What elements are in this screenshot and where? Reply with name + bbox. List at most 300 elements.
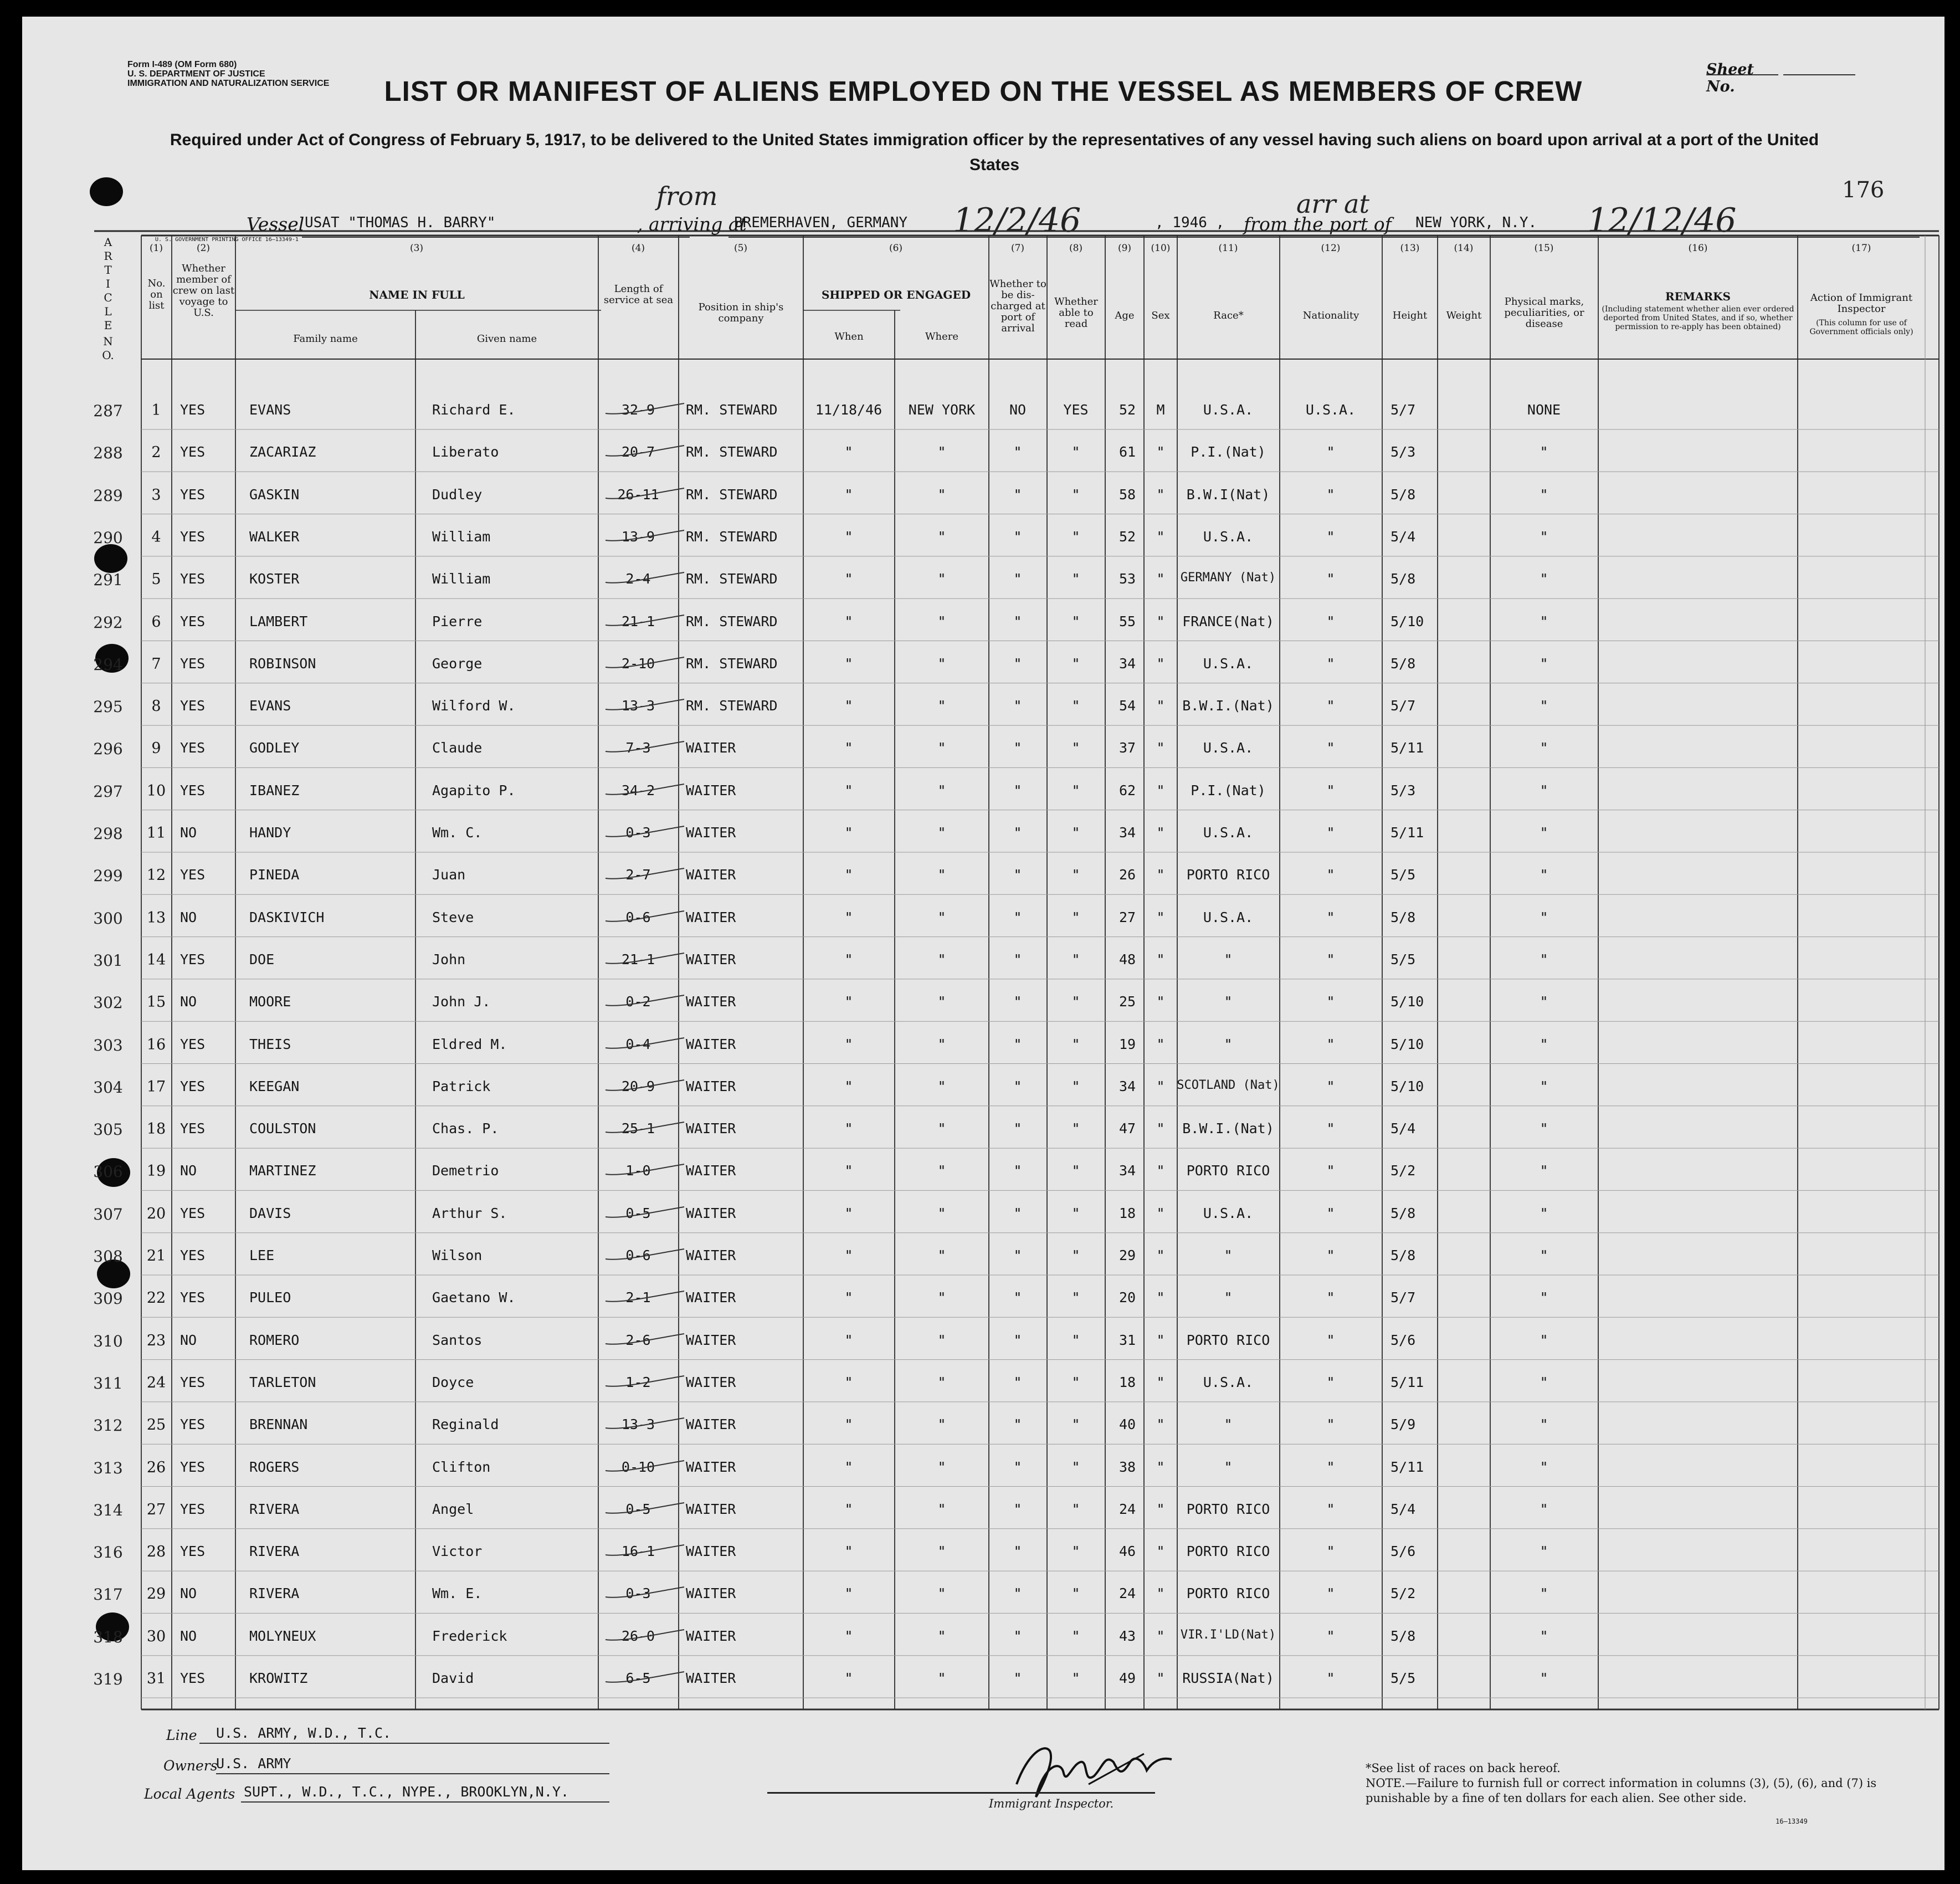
cell-given: Wm. E. [432, 1585, 483, 1602]
cell-family: DASKIVICH [249, 909, 325, 925]
column-number: (9) [1117, 243, 1132, 254]
cell-no: 18 [146, 1120, 166, 1138]
cell-no: 3 [151, 486, 161, 504]
cell-discharged: " [1013, 782, 1022, 798]
cell-height: 5/8 [1391, 655, 1416, 672]
cell-when: " [844, 909, 853, 925]
cell-no: 15 [146, 994, 166, 1011]
cell-marks: " [1540, 1501, 1548, 1517]
article-number: 311 [93, 1374, 123, 1392]
cell-when: " [844, 528, 853, 545]
cell-when: " [844, 698, 853, 714]
cell-nationality: " [1326, 571, 1335, 587]
cell-family: RIVERA [249, 1501, 300, 1517]
check-mark-icon [601, 1371, 690, 1399]
cell-race: B.W.I(Nat) [1186, 486, 1270, 503]
cell-age: 52 [1119, 528, 1136, 545]
cell-read: " [1071, 951, 1080, 967]
cell-when: " [844, 444, 853, 460]
cell-sex: " [1156, 444, 1165, 460]
cell-marks: " [1540, 444, 1548, 460]
cell-where: " [937, 1289, 946, 1306]
cell-read: " [1071, 1670, 1080, 1686]
cell-read: " [1071, 1585, 1080, 1602]
owners-value: U.S. ARMY [216, 1755, 291, 1772]
cell-read: " [1071, 1205, 1080, 1221]
cell-sex: " [1156, 1543, 1165, 1560]
cell-no: 1 [151, 402, 161, 419]
cell-given: Chas. P. [432, 1120, 499, 1137]
cell-length: 32-9 [621, 402, 655, 418]
cell-height: 5/7 [1391, 1289, 1416, 1306]
cell-read: " [1071, 1458, 1080, 1475]
cell-family: EVANS [249, 698, 291, 714]
cell-nationality: " [1326, 1458, 1335, 1475]
cell-position: WAITER [686, 951, 736, 967]
cell-member: YES [180, 1458, 206, 1475]
cell-length: 20-9 [621, 1078, 655, 1094]
cell-height: 5/2 [1391, 1163, 1416, 1179]
cell-given: Claude [432, 740, 483, 756]
cell-marks: " [1540, 698, 1548, 714]
article-number: 302 [93, 994, 123, 1012]
printer-code: 16—13349 [1776, 1818, 1808, 1825]
cell-where: NEW YORK [908, 402, 976, 418]
cell-no: 29 [146, 1585, 166, 1603]
cell-member: NO [180, 1332, 197, 1348]
cell-discharged: " [1013, 1670, 1022, 1686]
cell-read: " [1071, 867, 1080, 883]
cell-nationality: " [1326, 486, 1335, 503]
cell-discharged: " [1013, 1543, 1022, 1560]
cell-given: Eldred M. [432, 1036, 507, 1052]
cell-nationality: " [1326, 1036, 1335, 1052]
cell-family: EVANS [249, 402, 291, 418]
cell-marks: " [1540, 1416, 1548, 1433]
cell-height: 5/10 [1391, 1036, 1424, 1052]
cell-family: COULSTON [249, 1120, 316, 1137]
cell-length: 0-5 [625, 1205, 651, 1221]
cell-where: " [937, 1543, 946, 1560]
cell-given: Wilford W. [432, 698, 516, 714]
cell-length: 0-6 [625, 909, 651, 925]
cell-family: GODLEY [249, 740, 300, 756]
cell-member: YES [180, 1036, 206, 1052]
cell-sex: " [1156, 1332, 1165, 1348]
cell-member: YES [180, 528, 206, 545]
cell-when: " [844, 1078, 853, 1094]
cell-where: " [937, 825, 946, 841]
cell-height: 5/11 [1391, 1374, 1424, 1390]
cell-marks: " [1540, 1627, 1548, 1644]
cell-given: Demetrio [432, 1163, 499, 1179]
cell-member: YES [180, 1670, 206, 1686]
year-field: , 1946 , [1155, 214, 1225, 231]
cell-nationality: " [1326, 825, 1335, 841]
cell-height: 5/10 [1391, 994, 1424, 1010]
cell-race: PORTO RICO [1186, 1501, 1270, 1517]
handwritten-departure-date: 12/2/46 [953, 201, 1081, 240]
cell-family: IBANEZ [249, 782, 300, 798]
cell-race: PORTO RICO [1186, 1543, 1270, 1560]
cell-when: " [844, 1120, 853, 1137]
cell-length: 0-6 [625, 1247, 651, 1263]
col-physical-marks-header: Physical marks, peculiarities, or disease [1504, 296, 1584, 330]
cell-given: George [432, 655, 483, 672]
cell-sex: " [1156, 1585, 1165, 1602]
cell-marks: " [1540, 528, 1548, 545]
cell-family: GASKIN [249, 486, 300, 503]
column-number: (10) [1151, 243, 1171, 254]
cell-no: 7 [151, 655, 161, 673]
manifest-sheet [22, 17, 1944, 1870]
column-number: (11) [1218, 243, 1238, 254]
check-mark-icon [601, 1245, 690, 1272]
col-action-header: Action of Immigrant Inspector [1810, 292, 1913, 315]
cell-height: 5/10 [1391, 1078, 1424, 1094]
cell-nationality: " [1326, 613, 1335, 629]
cell-sex: " [1156, 1036, 1165, 1052]
cell-nationality: " [1326, 1163, 1335, 1179]
cell-member: YES [180, 782, 206, 798]
cell-height: 5/6 [1391, 1332, 1416, 1348]
check-mark-icon [601, 991, 690, 1018]
cell-race: " [1224, 1036, 1233, 1052]
cell-read: " [1071, 1627, 1080, 1644]
cell-race: " [1224, 951, 1233, 967]
cell-member: YES [180, 1289, 206, 1306]
cell-discharged: " [1013, 1163, 1022, 1179]
cell-height: 5/4 [1391, 528, 1416, 545]
cell-position: WAITER [686, 740, 736, 756]
document-subtitle: Required under Act of Congress of February 5, 1917, to be delivered to the United States immigration officer by the representatives of any vessel having such aliens on board upon arrival at a port of the United States [170, 131, 1819, 174]
cell-position: WAITER [686, 1120, 736, 1137]
cell-length: 25-1 [621, 1120, 655, 1137]
cell-nationality: U.S.A. [1305, 402, 1356, 418]
cell-no: 25 [146, 1416, 166, 1434]
cell-height: 5/7 [1391, 698, 1416, 714]
article-number: 308 [93, 1247, 123, 1266]
cell-height: 5/11 [1391, 740, 1424, 756]
cell-discharged: " [1013, 1332, 1022, 1348]
cell-height: 5/5 [1391, 1670, 1416, 1686]
agents-value: SUPT., W.D., T.C., NYPE., BROOKLYN,N.Y. [244, 1784, 569, 1800]
cell-discharged: " [1013, 1247, 1022, 1263]
cell-position: WAITER [686, 1078, 736, 1094]
cell-where: " [937, 1120, 946, 1137]
cell-height: 5/7 [1391, 402, 1416, 418]
cell-nationality: " [1326, 909, 1335, 925]
cell-length: 2-10 [621, 655, 655, 672]
cell-given: Santos [432, 1332, 483, 1348]
cell-discharged: " [1013, 909, 1022, 925]
cell-sex: " [1156, 1205, 1165, 1221]
cell-given: Clifton [432, 1458, 491, 1475]
cell-family: THEIS [249, 1036, 291, 1052]
cell-family: ROBINSON [249, 655, 316, 672]
cell-given: Gaetano W. [432, 1289, 516, 1306]
col-when-header: When [834, 331, 864, 342]
column-number: (16) [1688, 243, 1708, 254]
cell-where: " [937, 613, 946, 629]
cell-where: " [937, 951, 946, 967]
col-remarks-header: REMARKS [1665, 290, 1731, 303]
article-number: 306 [93, 1163, 123, 1181]
check-mark-icon [601, 737, 690, 765]
cell-position: WAITER [686, 994, 736, 1010]
cell-no: 10 [146, 782, 166, 800]
cell-age: 18 [1119, 1374, 1136, 1390]
cell-discharged: " [1013, 825, 1022, 841]
check-mark-icon [601, 1625, 690, 1653]
col-remarks-subheader: (Including statement whether alien ever ordered deported from United States, and if so, whether permission to re-apply has been obtained) [1602, 305, 1794, 331]
cell-where: " [937, 1205, 946, 1221]
article-number: 290 [93, 528, 123, 547]
cell-discharged: " [1013, 1627, 1022, 1644]
article-number: 310 [93, 1332, 123, 1350]
cell-length: 26-0 [621, 1627, 655, 1644]
cell-marks: " [1540, 1120, 1548, 1137]
article-number: 307 [93, 1205, 123, 1223]
cell-position: RM. STEWARD [686, 486, 778, 503]
cell-sex: M [1156, 402, 1165, 418]
col-discharged-header: Whether to be dis-charged at port of arrival [989, 278, 1046, 334]
cell-discharged: " [1013, 1289, 1022, 1306]
check-mark-icon [601, 1498, 690, 1526]
cell-family: ROMERO [249, 1332, 300, 1348]
article-number: 294 [93, 655, 123, 674]
cell-given: Dudley [432, 486, 483, 503]
cell-sex: " [1156, 1374, 1165, 1390]
cell-sex: " [1156, 613, 1165, 629]
cell-where: " [937, 655, 946, 672]
cell-height: 5/6 [1391, 1543, 1416, 1560]
cell-race: RUSSIA(Nat) [1182, 1670, 1274, 1686]
cell-age: 24 [1119, 1501, 1136, 1517]
cell-read: " [1071, 444, 1080, 460]
cell-sex: " [1156, 1163, 1165, 1179]
cell-height: 5/2 [1391, 1585, 1416, 1602]
article-number: 303 [93, 1036, 123, 1054]
from-port-label: from the port of [1244, 213, 1392, 235]
cell-where: " [937, 486, 946, 503]
cell-height: 5/8 [1391, 1247, 1416, 1263]
cell-family: ROGERS [249, 1458, 300, 1475]
sheet-number-field: Sheet No. [1706, 58, 1855, 75]
cell-member: YES [180, 571, 206, 587]
check-mark-icon [601, 949, 690, 976]
cell-family: MOLYNEUX [249, 1627, 316, 1644]
cell-member: YES [180, 740, 206, 756]
col-given-name-header: Given name [476, 333, 537, 345]
article-number: 314 [93, 1501, 123, 1519]
cell-family: MOORE [249, 994, 291, 1010]
cell-marks: " [1540, 1543, 1548, 1560]
cell-read: " [1071, 1374, 1080, 1390]
cell-discharged: " [1013, 740, 1022, 756]
cell-sex: " [1156, 825, 1165, 841]
cell-when: " [844, 1163, 853, 1179]
cell-given: William [432, 571, 491, 587]
cell-where: " [937, 1627, 946, 1644]
cell-age: 54 [1119, 698, 1136, 714]
cell-marks: " [1540, 1289, 1548, 1306]
cell-no: 19 [146, 1163, 166, 1180]
cell-marks: " [1540, 1332, 1548, 1348]
cell-race: " [1224, 994, 1233, 1010]
cell-age: 52 [1119, 402, 1136, 418]
check-mark-icon [601, 1033, 690, 1061]
cell-age: 27 [1119, 909, 1136, 925]
cell-race: PORTO RICO [1186, 1585, 1270, 1602]
col-height-header: Height [1392, 310, 1428, 321]
cell-race: SCOTLAND (Nat) [1177, 1078, 1280, 1092]
cell-height: 5/5 [1391, 951, 1416, 967]
footer-owners: Line U.S. ARMY, W.D., T.C. Owners U.S. ARMY Local Agents SUPT., W.D., T.C., NYPE., BROOKLYN,N.Y. [144, 1721, 643, 1831]
cell-given: Victor [432, 1543, 483, 1560]
cell-nationality: " [1326, 1332, 1335, 1348]
cell-position: WAITER [686, 1585, 736, 1602]
cell-height: 5/4 [1391, 1120, 1416, 1137]
cell-marks: " [1540, 825, 1548, 841]
check-mark-icon [601, 1540, 690, 1568]
cell-length: 16-1 [621, 1543, 655, 1560]
check-mark-icon [601, 1329, 690, 1357]
cell-no: 21 [146, 1247, 166, 1264]
cell-age: 20 [1119, 1289, 1136, 1306]
column-number: (3) [409, 243, 424, 254]
cell-race: U.S.A. [1203, 825, 1254, 841]
cell-nationality: " [1326, 444, 1335, 460]
cell-race: " [1224, 1416, 1233, 1433]
cell-family: KOSTER [249, 571, 300, 587]
cell-read: YES [1063, 402, 1089, 418]
cell-read: " [1071, 571, 1080, 587]
cell-age: 49 [1119, 1670, 1136, 1686]
arriving-at-label: , arriving at [637, 213, 747, 235]
cell-nationality: " [1326, 867, 1335, 883]
cell-height: 5/8 [1391, 1627, 1416, 1644]
column-number: (6) [889, 243, 903, 254]
cell-discharged: " [1013, 1501, 1022, 1517]
cell-member: YES [180, 951, 206, 967]
cell-age: 47 [1119, 1120, 1136, 1137]
cell-marks: " [1540, 1458, 1548, 1475]
cell-family: LAMBERT [249, 613, 308, 629]
cell-nationality: " [1326, 1585, 1335, 1602]
cell-discharged: " [1013, 698, 1022, 714]
cell-discharged: " [1013, 1416, 1022, 1433]
cell-where: " [937, 1036, 946, 1052]
cell-member: YES [180, 613, 206, 629]
cell-marks: " [1540, 867, 1548, 883]
cell-no: 13 [146, 909, 166, 926]
cell-read: " [1071, 1501, 1080, 1517]
cell-where: " [937, 994, 946, 1010]
cell-age: 61 [1119, 444, 1136, 460]
cell-sex: " [1156, 909, 1165, 925]
article-number: 296 [93, 740, 123, 759]
cell-height: 5/11 [1391, 1458, 1424, 1475]
cell-when: " [844, 486, 853, 503]
cell-no: 2 [151, 444, 161, 462]
cell-marks: " [1540, 655, 1548, 672]
cell-nationality: " [1326, 1120, 1335, 1137]
cell-member: YES [180, 1078, 206, 1094]
check-mark-icon [601, 1287, 690, 1314]
cell-sex: " [1156, 1627, 1165, 1644]
col-position-header: Position in ship's company [698, 301, 784, 324]
cell-read: " [1071, 740, 1080, 756]
cell-sex: " [1156, 528, 1165, 545]
cell-family: KEEGAN [249, 1078, 300, 1094]
col-age-header: Age [1115, 310, 1135, 321]
cell-given: Arthur S. [432, 1205, 507, 1221]
cell-when: " [844, 1416, 853, 1433]
cell-nationality: " [1326, 994, 1335, 1010]
cell-position: RM. STEWARD [686, 402, 778, 418]
cell-race: U.S.A. [1203, 528, 1254, 545]
cell-nationality: " [1326, 698, 1335, 714]
cell-no: 17 [146, 1078, 166, 1095]
art-no-label: A R T I C L E N O. [102, 235, 114, 362]
cell-height: 5/8 [1391, 1205, 1416, 1221]
cell-length: 2-6 [625, 1332, 651, 1348]
cell-position: RM. STEWARD [686, 444, 778, 460]
cell-when: " [844, 1585, 853, 1602]
cell-no: 12 [146, 867, 166, 884]
cell-where: " [937, 444, 946, 460]
cell-race: B.W.I.(Nat) [1182, 1120, 1274, 1137]
cell-family: PINEDA [249, 867, 300, 883]
footnote: *See list of races on back hereof. NOTE.—Failure to furnish full or correct information in columns (3), (5), (6), and (7) is punishable by a fine of ten dollars for each alien. See other side. [1366, 1762, 1877, 1805]
column-number: (17) [1851, 243, 1871, 254]
cell-length: 21-1 [621, 613, 655, 629]
cell-length: 7-3 [625, 740, 651, 756]
cell-read: " [1071, 909, 1080, 925]
check-mark-icon [601, 1076, 690, 1103]
col-member-header: Whether member of crew on last voyage to U.S. [172, 263, 235, 319]
cell-marks: " [1540, 1585, 1548, 1602]
cell-when: 11/18/46 [815, 402, 882, 418]
cell-race: PORTO RICO [1186, 1163, 1270, 1179]
handwritten-from: from [656, 181, 718, 211]
check-mark-icon [601, 1583, 690, 1610]
cell-age: 46 [1119, 1543, 1136, 1560]
vessel-label: Vessel [247, 213, 305, 235]
cell-race: VIR.I'LD(Nat) [1180, 1627, 1276, 1642]
cell-read: " [1071, 1078, 1080, 1094]
cell-given: Frederick [432, 1627, 507, 1644]
cell-marks: " [1540, 994, 1548, 1010]
cell-height: 5/8 [1391, 909, 1416, 925]
inspector-line [767, 1792, 1155, 1794]
cell-nationality: " [1326, 1205, 1335, 1221]
cell-given: William [432, 528, 491, 545]
cell-sex: " [1156, 1120, 1165, 1137]
cell-family: MARTINEZ [249, 1163, 316, 1179]
cell-marks: " [1540, 1205, 1548, 1221]
check-mark-icon [601, 399, 690, 427]
cell-family: HANDY [249, 825, 291, 841]
cell-length: 0-3 [625, 1585, 651, 1602]
cell-where: " [937, 1163, 946, 1179]
cell-no: 5 [151, 571, 161, 588]
cell-read: " [1071, 1036, 1080, 1052]
cell-member: YES [180, 1543, 206, 1560]
cell-race: GERMANY (Nat) [1180, 571, 1276, 585]
column-number: (12) [1321, 243, 1341, 254]
